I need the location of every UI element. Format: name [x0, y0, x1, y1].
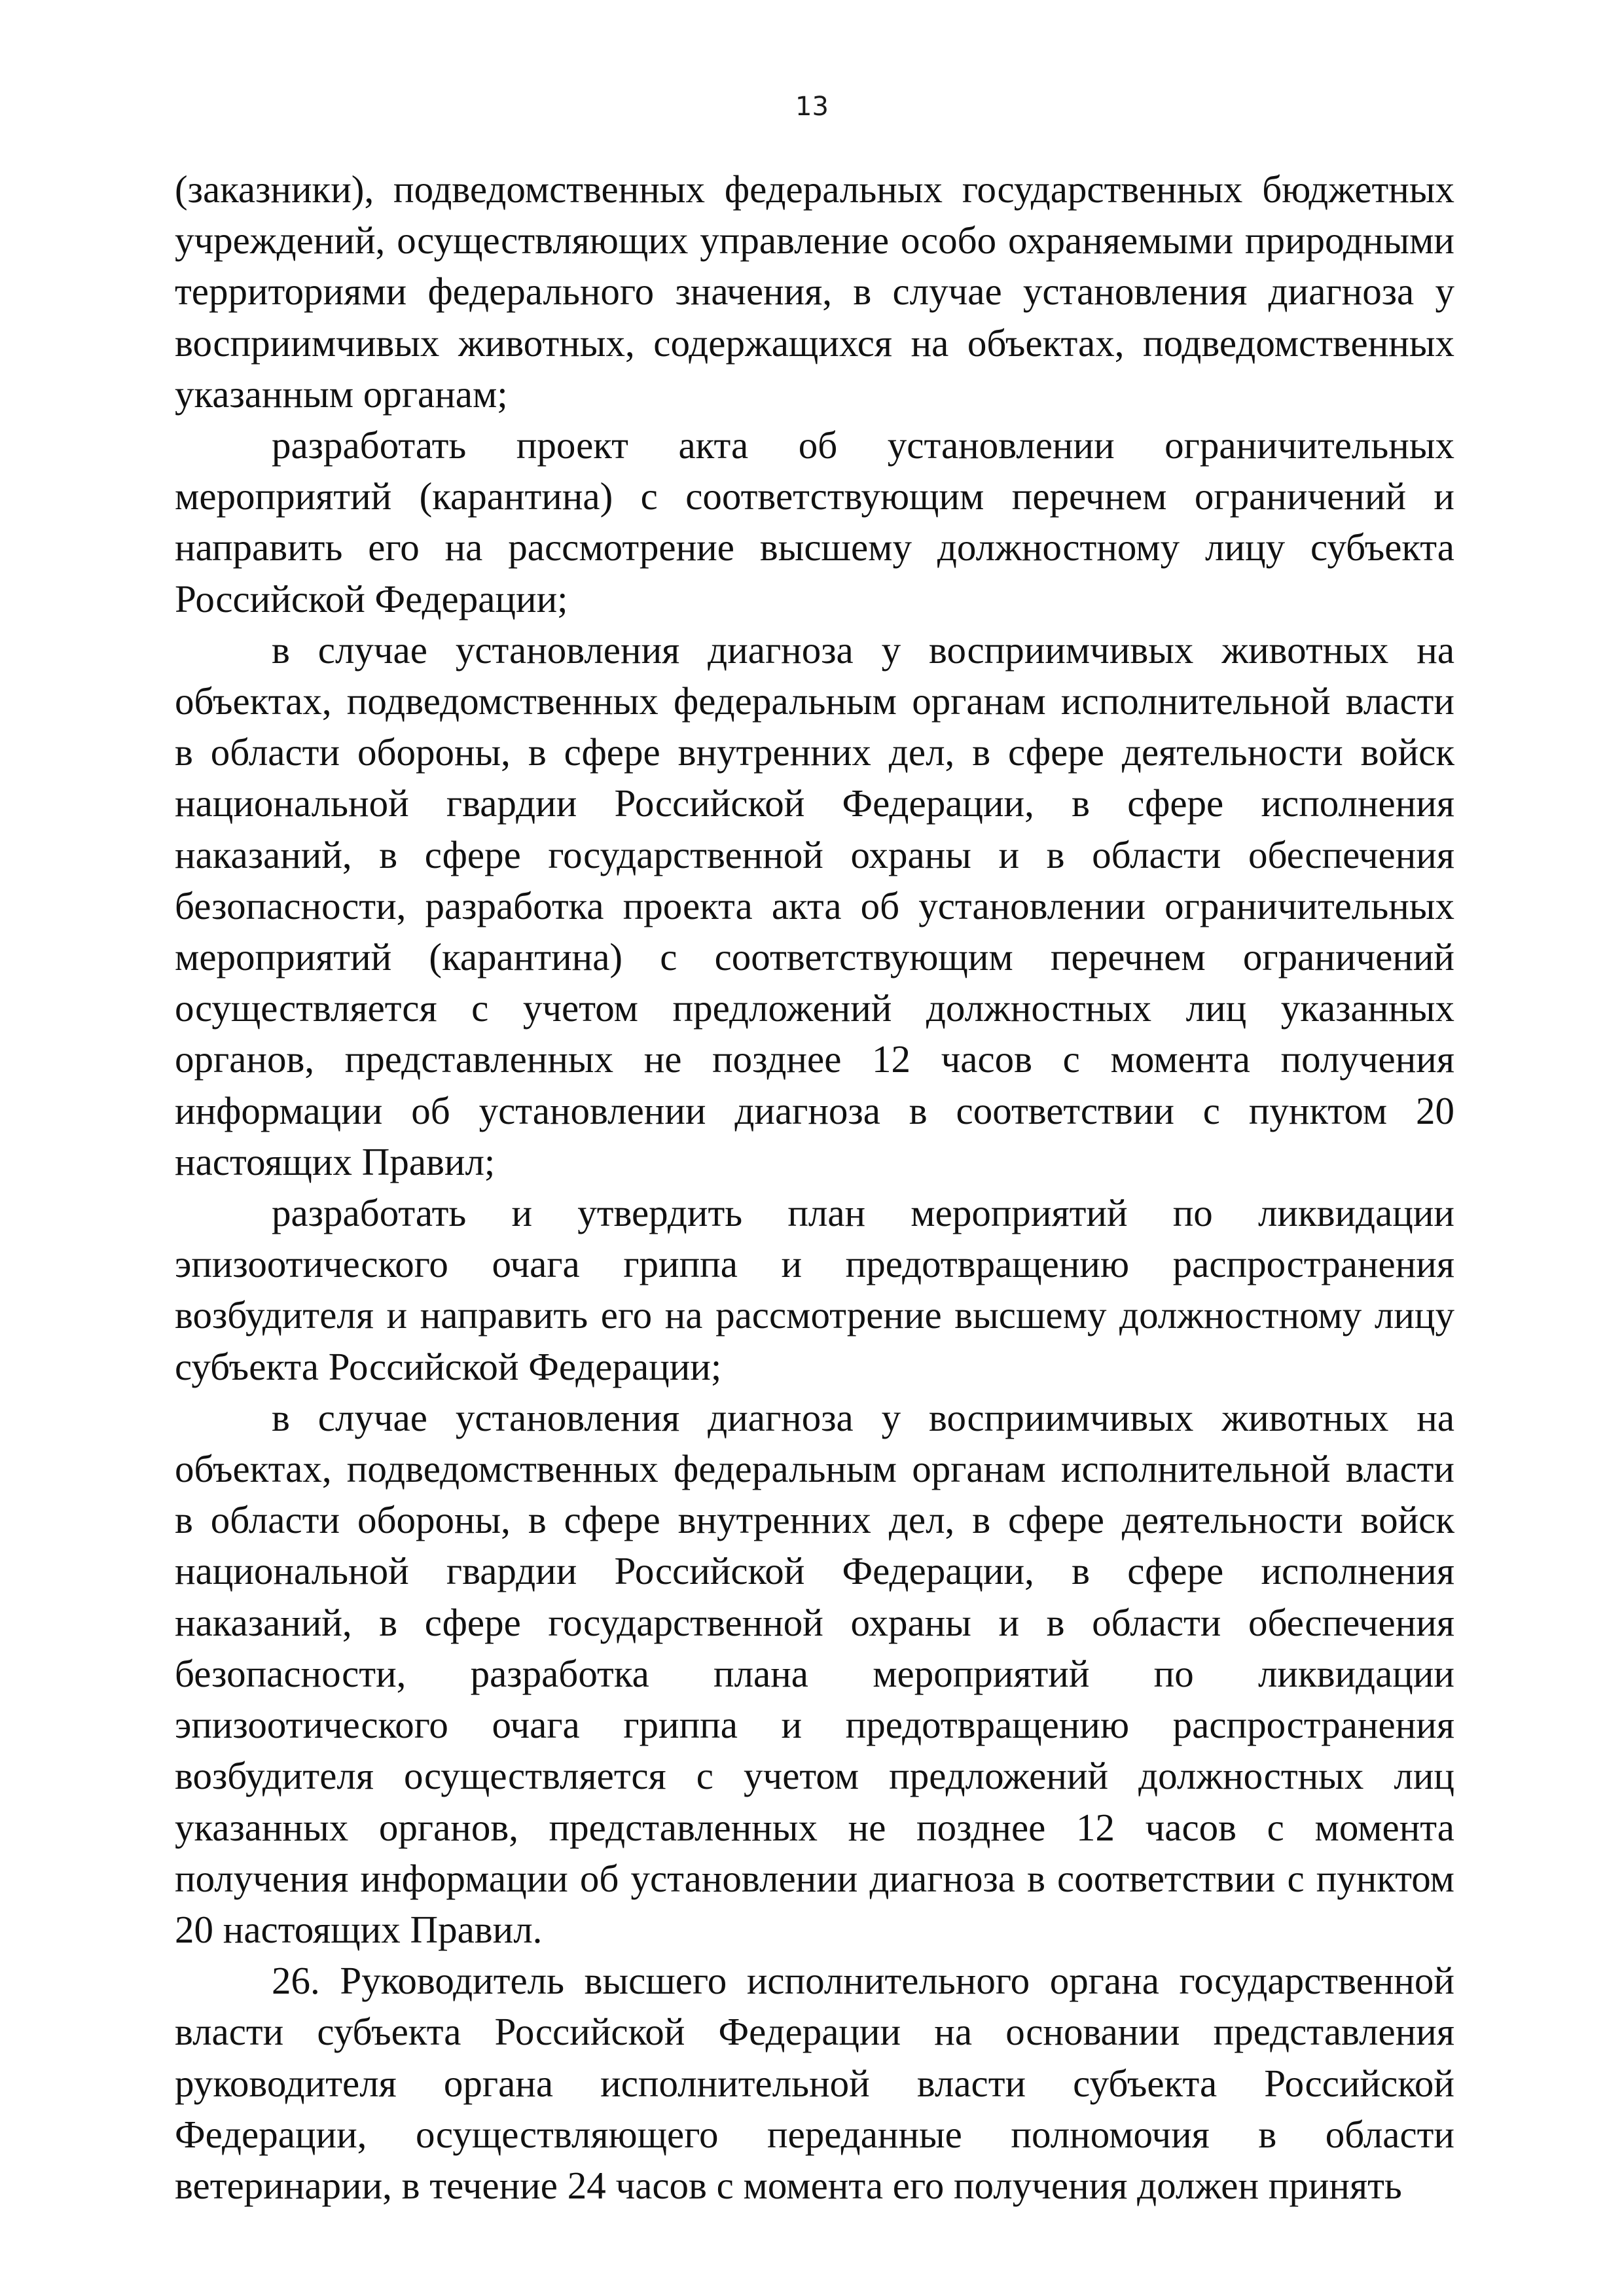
paragraph-plan: разработать и утвердить план мероприятий по ликвидации эпизоотического очага гриппа и предотвращению распространения возбудителя и направить его на рассмотрение высшему должностному лицу субъекта Российской Федерации; [175, 1191, 1454, 1388]
paragraph-federal-objects-act: в случае установления диагноза у восприимчивых животных на объектах, подведомственных федеральным органам исполнительной власти в области обороны, в сфере внутренних дел, в сфере деятельности войск национальной гвардии Российской Федерации, в сфере исполнения наказаний, в сфере государственной охраны и в области обеспечения безопасности, разработка проекта акта об установлении ограничительных мероприятий (карантина) с соответствующим перечнем ограничений осуществляется с учетом предложений должностных лиц указанных органов, представленных не позднее 12 часов с момента получения информации об установлении диагноза в соответствии с пунктом 20 настоящих Правил; [175, 628, 1454, 1183]
paragraph-draft-act: разработать проект акта об установлении ограничительных мероприятий (карантина) с соответствующим перечнем ограничений и направить его на рассмотрение высшему должностному лицу субъекта Российской Федерации; [175, 423, 1454, 620]
paragraph-continuation: (заказники), подведомственных федеральных государственных бюджетных учреждений, осуществляющих управление особо охраняемыми природными территориями федерального значения, в случае установления диагноза у восприимчивых животных, содержащихся на объектах, подведомственных указанным органам; [175, 168, 1454, 416]
paragraph-item-26: 26. Руководитель высшего исполнительного органа государственной власти субъекта Российской Федерации на основании представления руководителя органа исполнительной власти субъекта Российской Федерации, осуществляющего переданные полномочия в области ветеринарии, в течение 24 часов с момента его получения должен принять [175, 1959, 1454, 2207]
paragraph-federal-objects-plan: в случае установления диагноза у восприимчивых животных на объектах, подведомственных федеральным органам исполнительной власти в области обороны, в сфере внутренних дел, в сфере деятельности войск национальной гвардии Российской Федерации, в сфере исполнения наказаний, в сфере государственной охраны и в области обеспечения безопасности, разработка плана мероприятий по ликвидации эпизоотического очага гриппа и предотвращению распространения возбудителя осуществляется с учетом предложений должностных лиц указанных органов, представленных не позднее 12 часов с момента получения информации об установлении диагноза в соответствии с пунктом 20 настоящих Правил. [175, 1395, 1454, 1951]
document-body [175, 164, 1454, 2211]
page-number: 13 [795, 92, 829, 122]
